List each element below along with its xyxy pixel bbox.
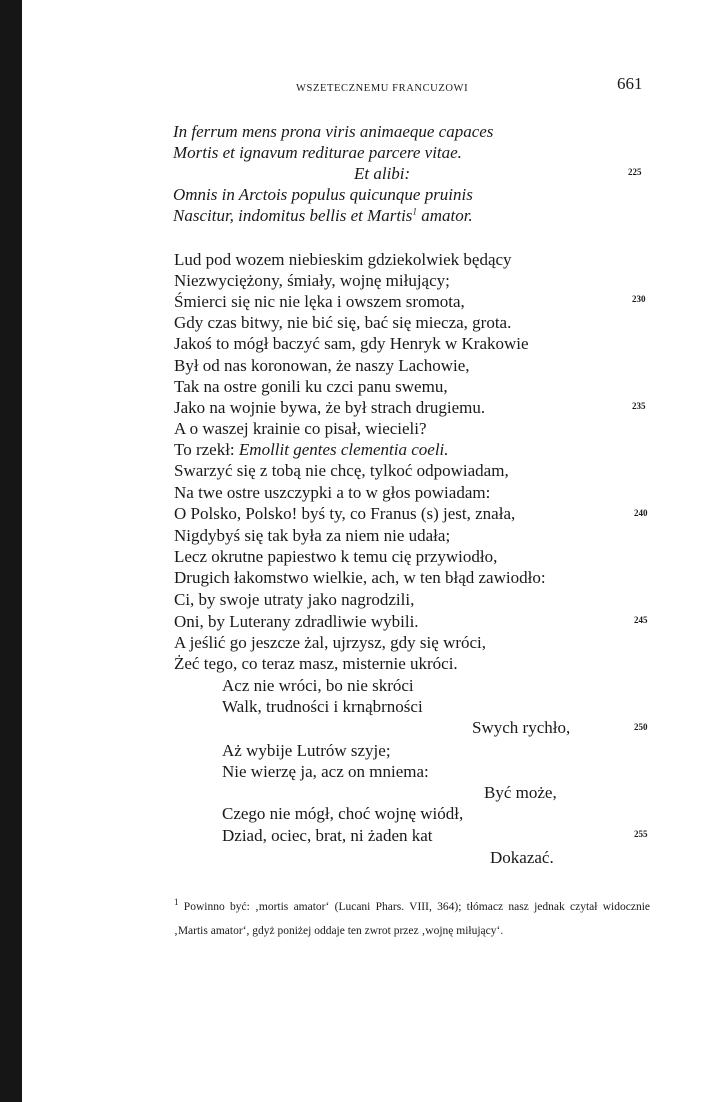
line-number: 250 [634, 722, 648, 732]
footnote-ref: 1 [412, 206, 417, 217]
latin-quote: Emollit gentes clementia coeli. [238, 440, 449, 459]
verse-line: Omnis in Arctois populus quicunque pruinis [173, 185, 473, 204]
verse-line: Gdy czas bitwy, nie bić się, bać się miecza, grota. [174, 313, 512, 332]
verse-line-tail: amator. [416, 206, 473, 225]
page-binding-edge [0, 0, 22, 1102]
line-number: 225 [628, 167, 642, 177]
verse-line: Jakoś to mógł baczyć sam, gdy Henryk w Krakowie [174, 334, 529, 353]
verse-line: Nigdybyś się tak była za niem nie udała; [174, 526, 451, 545]
verse-line: Być może, [484, 783, 557, 802]
verse-line: Był od nas koronowan, że naszy Lachowie, [174, 356, 470, 375]
verse-line: Acz nie wróci, bo nie skróci [222, 676, 414, 695]
verse-line: Swych rychło, [472, 718, 571, 737]
verse-line: Drugich łakomstwo wielkie, ach, w ten błąd zawiodło: [174, 568, 546, 587]
verse-line-text: Nascitur, indomitus bellis et Martis [173, 206, 413, 225]
verse-line [174, 440, 449, 460]
verse-line: Et alibi: [354, 164, 411, 183]
line-number: 235 [632, 401, 646, 411]
verse-line [173, 206, 473, 226]
verse-line: Czego nie mógł, choć wojnę wiódł, [222, 804, 464, 823]
verse-line: Nie wierzę ja, acz on mniema: [222, 762, 429, 781]
footnote-text: Powinno być: ‚mortis amator‘ (Lucani Phars. VIII, 364); tłómacz nasz jednak czytał widocznie ‚Martis amator‘, gdyż poniżej oddaje ten zwrot przez ‚wojnę miłujący‘. [174, 901, 651, 937]
verse-line: A o waszej krainie co pisał, wiecieli? [174, 419, 427, 438]
line-number: 255 [634, 829, 648, 839]
verse-line: Jako na wojnie bywa, że był strach drugiemu. [174, 398, 486, 417]
running-title: WSZETECZNEMU FRANCUZOWI [296, 83, 469, 94]
verse-line: Żeć tego, co teraz masz, misternie ukróci. [174, 654, 458, 673]
verse-line: Ci, by swoje utraty jako nagrodzili, [174, 590, 415, 609]
verse-line: Tak na ostre gonili ku czci panu swemu, [174, 377, 448, 396]
page-number: 661 [617, 74, 643, 93]
verse-line: In ferrum mens prona viris animaeque capaces [173, 122, 494, 141]
verse-line: Mortis et ignavum rediturae parcere vitae. [173, 143, 462, 162]
verse-line: Aż wybije Lutrów szyje; [222, 741, 391, 760]
footnote-marker: 1 [174, 897, 179, 908]
footnote [174, 895, 650, 943]
verse-line: Oni, by Luterany zdradliwie wybili. [174, 612, 419, 631]
verse-line-text: To rzekł: [174, 440, 239, 459]
verse-line: Niezwyciężony, śmiały, wojnę miłujący; [174, 271, 450, 290]
verse-line: A jeślić go jeszcze żal, ujrzysz, gdy się wróci, [174, 633, 487, 652]
line-number: 230 [632, 294, 646, 304]
verse-line: Lud pod wozem niebieskim gdziekolwiek będący [174, 250, 512, 269]
line-number: 240 [634, 508, 648, 518]
verse-line: Na twe ostre uszczypki a to w głos powiadam: [174, 483, 491, 502]
line-number: 245 [634, 615, 648, 625]
verse-line: Lecz okrutne papiestwo k temu cię przywiodło, [174, 547, 498, 566]
verse-line: Swarzyć się z tobą nie chcę, tylkoć odpowiadam, [174, 461, 509, 480]
verse-line: Dokazać. [490, 848, 554, 867]
verse-line: Dziad, ociec, brat, ni żaden kat [222, 826, 433, 845]
verse-line: O Polsko, Polsko! byś ty, co Franus (s) jest, znała, [174, 504, 516, 523]
verse-line: Śmierci się nic nie lęka i owszem sromota, [174, 292, 465, 311]
verse-line: Walk, trudności i krnąbrności [222, 697, 423, 716]
